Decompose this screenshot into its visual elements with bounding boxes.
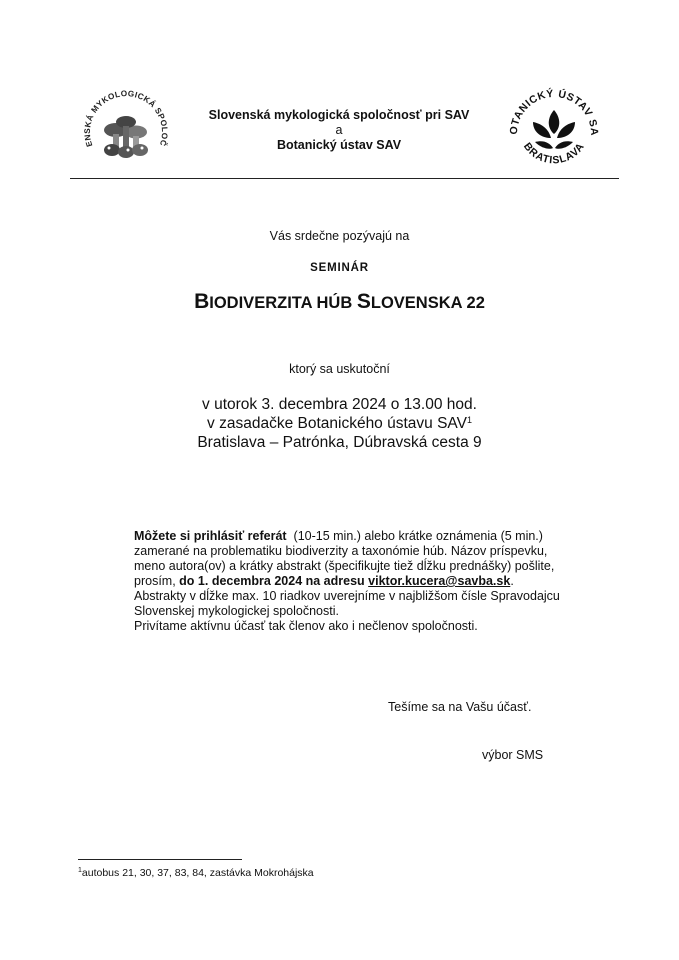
title-part-3: S (356, 290, 371, 313)
header-divider (70, 178, 619, 179)
body-text-2: . Abstrakty v dĺžke max. 10 riadkov uverejníme v najbližšom čísle Spravodajcu Slovenskej mykologickej spoločnosti. (134, 574, 560, 618)
event-details (0, 395, 679, 452)
event-venue (0, 414, 679, 433)
svg-text:BRATISLAVA (521, 140, 587, 166)
body-text-1: (10-15 min.) alebo krátke oznámenia (5 min.) zamerané na problematiku biodiverzity a taxonómie húb. Názov príspevku, meno autora(ov) a krátky abstrakt (špecifikujte tiež dĺžku prednášky) pošlite, prosím, (134, 529, 555, 588)
sms-logo (78, 88, 174, 184)
bu-logo-text-bottom: BRATISLAVA (520, 140, 588, 167)
body-text-3: Privítame aktívnu účasť tak členov ako i nečlenov spoločnosti. (134, 619, 478, 633)
event-date: v utorok 3. decembra 2024 o 13.00 hod. (202, 396, 477, 413)
footnote-divider (78, 859, 242, 860)
event-venue-text: v zasadačke Botanického ústavu SAV (207, 415, 467, 432)
deadline-bold: do 1. decembra 2024 na adresu (179, 574, 365, 588)
title-part-2: IODIVERZITA HÚB (209, 294, 357, 312)
header-organizers (180, 108, 498, 153)
signoff: výbor SMS (482, 748, 544, 762)
bu-logo-text-top: OTANICKÝ ÚSTAV SA (507, 87, 601, 136)
email-link[interactable]: viktor.kucera@savba.sk (368, 574, 511, 588)
footnote-mark: 1 (78, 867, 82, 874)
footnote (78, 867, 314, 879)
call-for-papers (134, 529, 562, 634)
invitation-intro: Vás srdečne pozývajú na (269, 229, 410, 243)
seminar-title (0, 290, 679, 314)
event-type: SEMINÁR (310, 262, 369, 274)
sms-logo-text: ENSKÁ MYKOLOGICKÁ SPOLOČ (82, 89, 170, 148)
title-part-4: LOVENSKA 22 (370, 294, 485, 312)
botanicky-ustav-seal-icon (503, 80, 605, 182)
event-address: Bratislava – Patrónka, Dúbravská cesta 9 (197, 434, 482, 451)
header-org1: Slovenská mykologická spoločnosť pri SAV (208, 108, 470, 122)
title-part-1: B (194, 290, 210, 313)
footnote-text: autobus 21, 30, 37, 83, 84, zastávka Mokrohájska (81, 867, 314, 879)
venue-footnote-mark: 1 (466, 415, 472, 425)
botanicky-ustav-logo (503, 80, 605, 182)
closing-line: Tešíme sa na Vašu účasť. (388, 700, 532, 714)
header-org2: Botanický ústav SAV (276, 138, 402, 152)
header-connector: a (335, 123, 343, 137)
sms-mushroom-seal-icon (78, 88, 174, 184)
lead-bold: Môžete si prihlásiť referát (134, 529, 287, 543)
place-intro: ktorý sa uskutoční (289, 362, 390, 376)
